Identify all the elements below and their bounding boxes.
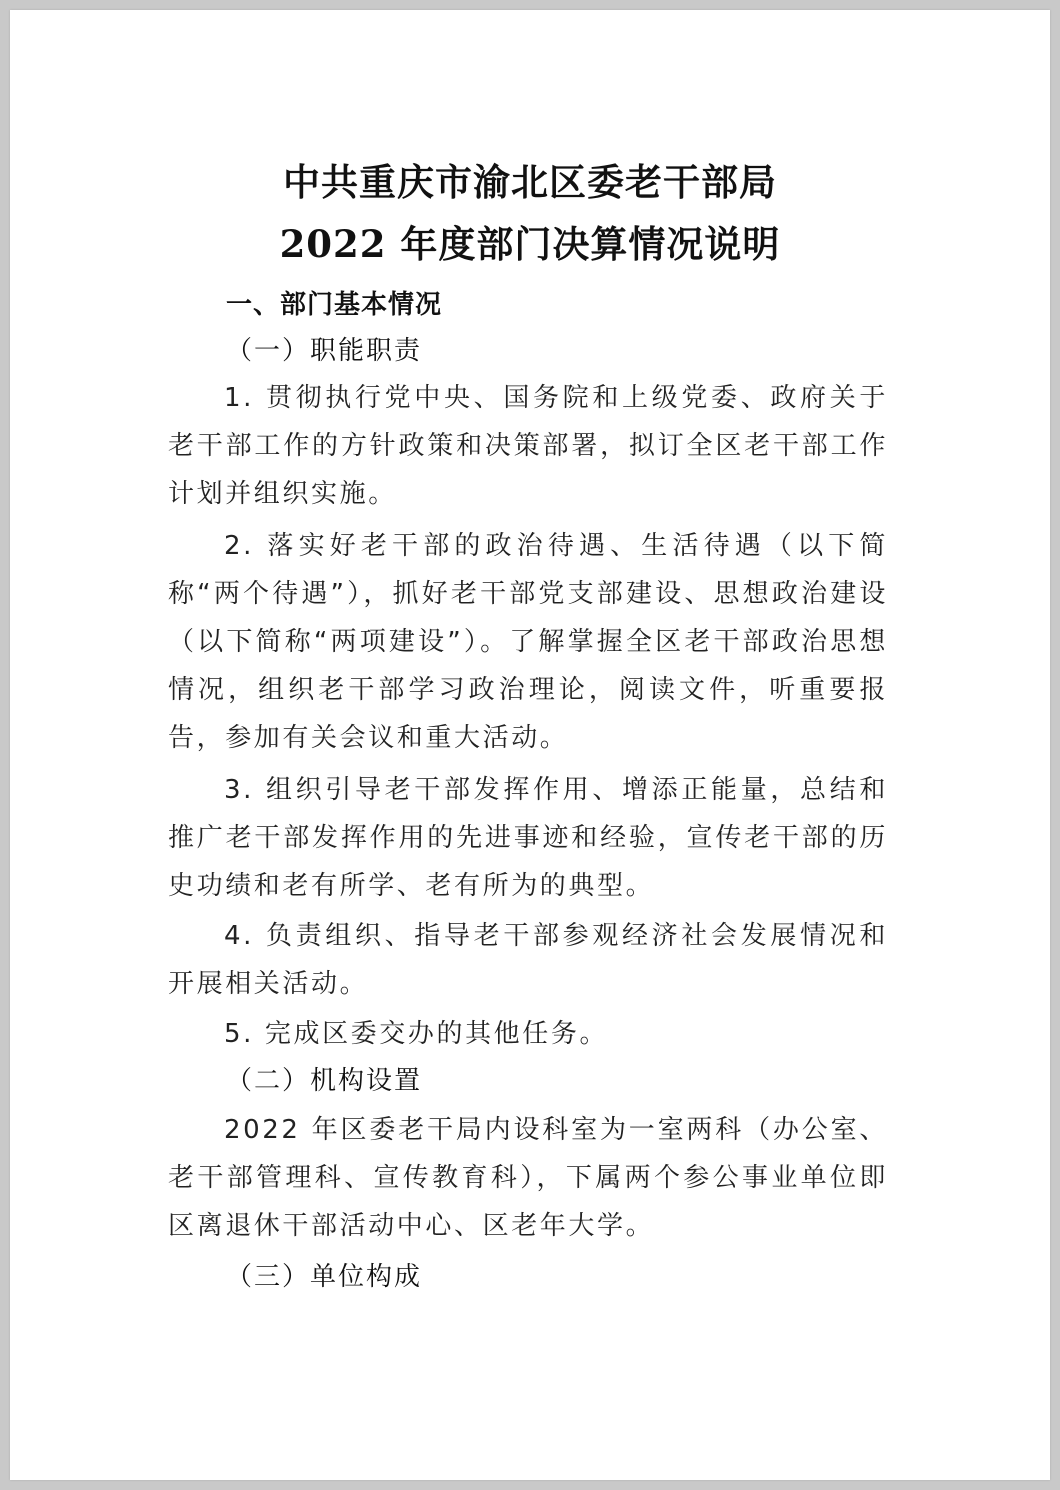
sub2-heading: （二）机构设置	[226, 1066, 423, 1096]
document-page	[10, 10, 1050, 1480]
document-title-line2: 2022 年度部门决算情况说明	[279, 222, 781, 266]
duty-paragraph-3: 3. 组织引导老干部发挥作用、增添正能量，总结和推广老干部发挥作用的先进事迹和经验，宣传老干部的历史功绩和老有所学、老有所为的典型。	[168, 775, 888, 901]
duty-paragraph-2: 2. 落实好老干部的政治待遇、生活待遇（以下简称“两个待遇”），抓好老干部党支部建设、思想政治建设（以下简称“两项建设”）。了解掌握全区老干部政治思想情况，组织老干部学习政治理论，阅读文件，听重要报告，参加有关会议和重大活动。	[168, 531, 888, 753]
duty-paragraph-1: 1. 贯彻执行党中央、国务院和上级党委、政府关于老干部工作的方针政策和决策部署，拟订全区老干部工作计划并组织实施。	[168, 383, 888, 509]
org-paragraph: 2022 年区委老干局内设科室为一室两科（办公室、老干部管理科、宣传教育科），下属两个参公事业单位即区离退休干部活动中心、区老年大学。	[168, 1115, 888, 1241]
section1-heading: 一、部门基本情况	[226, 290, 443, 320]
document-title-line1: 中共重庆市渝北区委老干部局	[283, 160, 777, 204]
sub1-heading: （一）职能职责	[226, 336, 423, 366]
duty-paragraph-4: 4. 负责组织、指导老干部参观经济社会发展情况和开展相关活动。	[168, 921, 888, 999]
sub3-heading: （三）单位构成	[226, 1262, 423, 1292]
duty-paragraph-5: 5. 完成区委交办的其他任务。	[224, 1019, 609, 1049]
